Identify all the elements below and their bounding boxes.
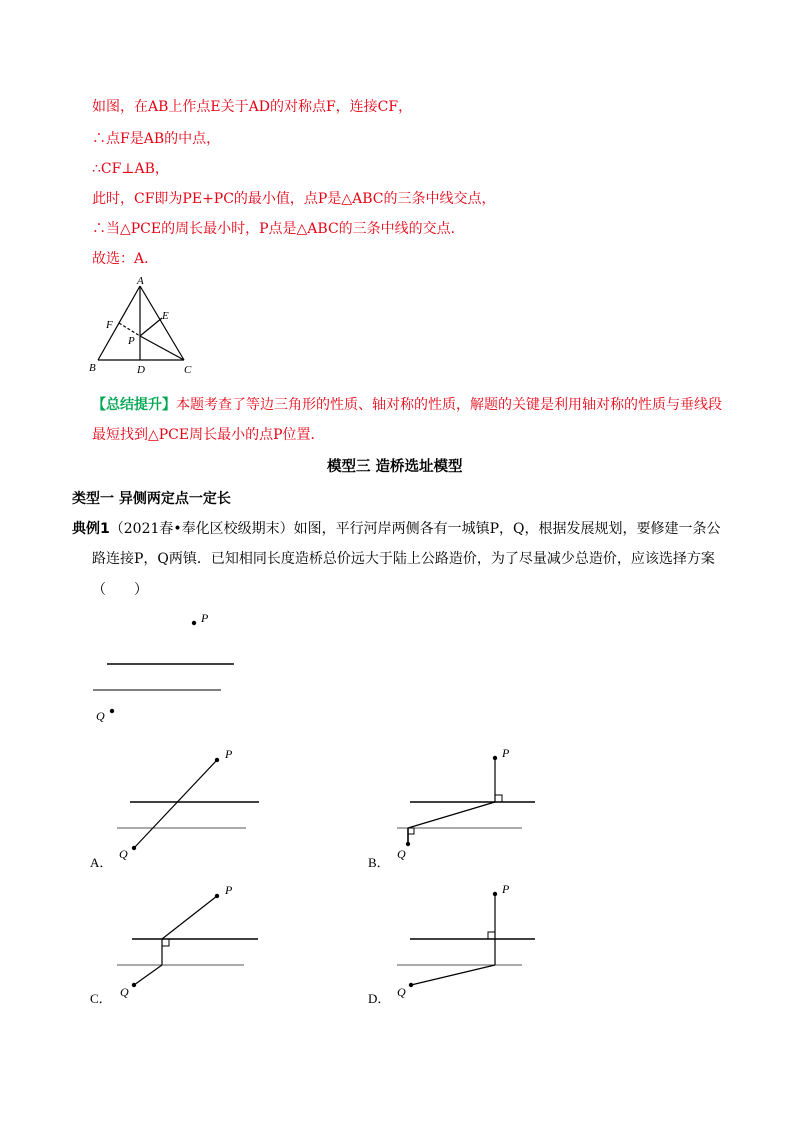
triangle-figure	[86, 274, 206, 378]
svg-text:Q: Q	[119, 847, 128, 861]
option-a-label[interactable]: A．	[90, 855, 113, 870]
solution-line-2: ∴点F是AB的中点，	[92, 131, 221, 147]
point-q	[110, 709, 114, 713]
section-title: 模型三 造桥选址模型	[327, 459, 463, 475]
option-b-figure	[392, 740, 552, 864]
label-c: C	[184, 364, 192, 376]
svg-text:Q: Q	[397, 847, 406, 861]
option-d-label[interactable]: D．	[368, 991, 391, 1006]
svg-text:P: P	[502, 746, 510, 760]
problem-figure	[86, 604, 246, 726]
option-c-label[interactable]: C．	[90, 991, 112, 1006]
label-p: P	[201, 611, 209, 625]
segment-pe	[140, 318, 162, 336]
example-label: 典例1	[72, 521, 110, 537]
example-line-3: （ ）	[92, 582, 148, 598]
type-heading: 类型一 异侧两定点一定长	[72, 491, 231, 507]
point-p	[192, 621, 196, 625]
summary-text-2: 最短找到△PCE周长最小的点P位置．	[92, 427, 325, 443]
label-p: P	[128, 335, 135, 347]
svg-text:Q: Q	[120, 985, 129, 999]
option-d-figure	[392, 878, 552, 1002]
path-a	[134, 760, 217, 848]
example-line-1	[72, 519, 721, 539]
svg-text:P: P	[502, 882, 510, 896]
solution-line-5: ∴当△PCE的周长最小时，P点是△ABC的三条中线的交点．	[92, 221, 465, 237]
example-text-1: （2021春•奉化区校级期末）如图，平行河岸两侧各有一城镇P，Q，根据发展规划，要修建一条公	[109, 521, 721, 537]
summary-line-1	[92, 395, 722, 415]
label-d: D	[137, 364, 145, 376]
summary-text-1: 本题考查了等边三角形的性质、轴对称的性质，解题的关键是利用轴对称的性质与垂线段	[176, 397, 722, 413]
solution-line-3: ∴CF⊥AB，	[92, 161, 169, 177]
label-f: F	[106, 319, 113, 331]
label-q: Q	[96, 709, 105, 723]
label-b: B	[89, 362, 96, 374]
summary-tag: 【总结提升】	[92, 397, 176, 413]
svg-text:P: P	[225, 883, 233, 897]
solution-line-1: 如图，在AB上作点E关于AD的对称点F，连接CF，	[92, 99, 413, 115]
label-a: A	[137, 275, 144, 287]
svg-text:P: P	[225, 747, 233, 761]
side-ac	[140, 286, 184, 360]
option-c-figure	[112, 878, 272, 1002]
solution-line-4: 此时，CF即为PE+PC的最小值，点P是△ABC的三条中线交点，	[92, 191, 496, 207]
svg-text:Q: Q	[397, 985, 406, 999]
option-a-figure	[112, 740, 272, 864]
example-line-2: 路连接P，Q两镇．已知相同长度造桥总价远大于陆上公路造价，为了尽量减少总造价，应该选择方案	[92, 551, 715, 567]
solution-line-6: 故选：A．	[92, 251, 159, 267]
option-b-label[interactable]: B．	[368, 855, 390, 870]
label-e: E	[162, 310, 169, 322]
